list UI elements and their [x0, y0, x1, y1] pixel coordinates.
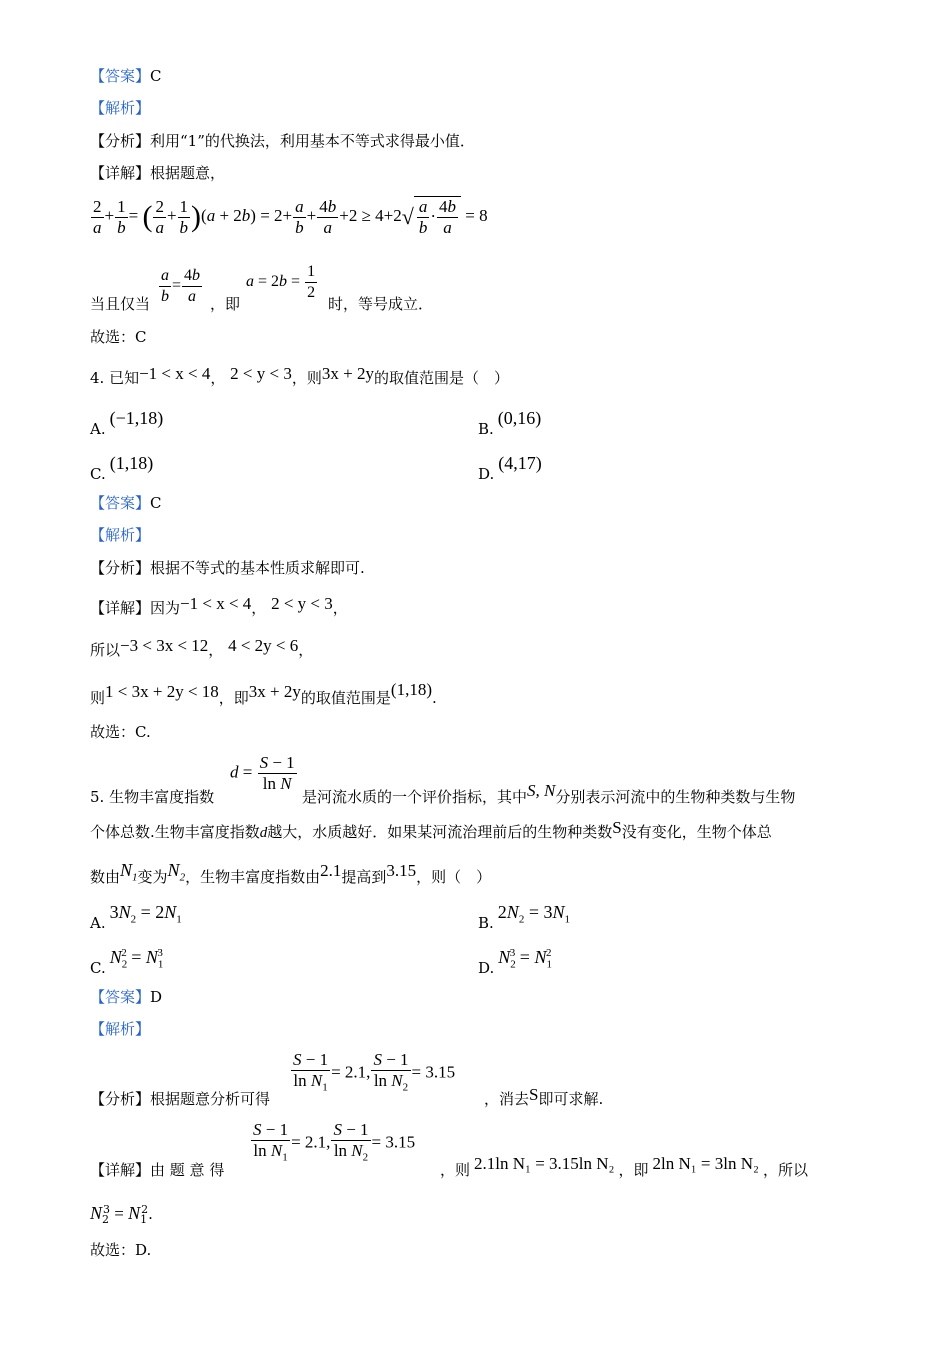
q4-option-b[interactable]: B.(0,16)	[478, 408, 542, 438]
q4-step2: 所以−3 < 3x < 12， 4 < 2y < 6，	[90, 636, 314, 659]
answer-tag: 【答案】	[90, 67, 151, 85]
q5-option-b[interactable]: $B.2N_2 = 3N_1$	[478, 902, 570, 932]
q3-conclusion: 故选：C	[90, 328, 147, 346]
q5-fenxi-line: 【分析】根据题意分析可得	[90, 1090, 271, 1108]
q5-analysis-heading: 【解析】	[90, 1020, 151, 1038]
q5-option-a[interactable]: $A.3N_2 = 2N_1$	[90, 902, 182, 932]
q5-conclusion: 故选：D.	[90, 1241, 152, 1259]
q5-xiangjie-formula: $\frac{S - 1}{\ln N_1}$ = 2.1, $\frac{S - 1}{\ln N_2}$ = 3.15	[253, 1120, 416, 1164]
q3-analysis-heading: 【解析】	[90, 99, 151, 117]
q5-fenxi-suffix: ，消去S即可求解.	[484, 1085, 604, 1108]
q5-final-eq: $N_2^3 = N_1^2$.	[90, 1203, 153, 1226]
q5-fenxi-formula: $\frac{S - 1}{\ln N_1}$ = 2.1, $\frac{S - 1}{\ln N_2}$ = 3.15	[293, 1050, 456, 1094]
q3-fenxi-line: 【分析】利用“1”的代换法，利用基本不等式求得最小值．	[90, 132, 475, 150]
q4-option-a[interactable]: A.(−1,18)	[90, 408, 164, 438]
answer-value: C	[150, 67, 162, 85]
q3-xiangjie-line: 【详解】根据题意，	[90, 164, 226, 182]
q4-answer-line: 【答案】C	[90, 494, 162, 512]
q3-equality-line: 当且仅当	[90, 295, 151, 313]
q4-step3: 则1 < 3x + 2y < 18，即3x + 2y的取值范围是(1,18).	[90, 680, 437, 707]
q4-analysis-heading: 【解析】	[90, 526, 151, 544]
q4-step1: 【详解】因为−1 < x < 4， 2 < y < 3，	[90, 594, 348, 617]
q5-line1-rest: 是河流水质的一个评价指标，其中S, N分别表示河流中的生物种类数与生物	[302, 781, 796, 806]
q4-fenxi-line: 【分析】根据不等式的基本性质求解即可.	[90, 559, 365, 577]
q5-option-d[interactable]: $D.N_2^3 = N_1^2$	[478, 947, 552, 977]
q3-equality-mid: ，即	[210, 295, 241, 313]
q4-option-d[interactable]: D.(4,17)	[478, 453, 542, 483]
q3-main-formula: $\frac{2}{a}$ + $\frac{1}{b}$ = ( $\frac{2}{a}$ + $\frac{1}{b}$ )(a + 2b) = 2+ $\frac{a}{b}$ + $\frac{4b}{a}$ +2 ≥ 4+2√ $\frac{a}{b}$ · $\frac{4b}{a}$ = 8	[93, 196, 488, 237]
q4-option-c[interactable]: C.(1,18)	[90, 453, 154, 483]
q5-xiangjie-label: 【详解】由 题 意 得	[90, 1161, 225, 1179]
q3-equality-ab: a = 2b = $\frac{1}{2}$	[246, 263, 316, 301]
q3-answer-line	[90, 66, 162, 86]
q4-conclusion: 故选：C.	[90, 723, 151, 741]
q5-index-formula: d = $\frac{S - 1}{\text{ln N}}$	[230, 753, 295, 793]
q3-equality-suffix: 时，等号成立．	[328, 295, 434, 313]
q4-stem: 4. 已知−1 < x < 4， 2 < y < 3，则3x + 2y的取值范围是（ ）	[90, 364, 509, 387]
q5-line3: 数由$N_1$变为$N_2$，生物丰富度指数由2.1提高到3.15，则（ ）	[90, 860, 492, 886]
q5-xiangjie-rest: ，则 2.1ln N₁ = 3.15ln N₂ ，即 2ln N₁ = 3ln N₂ ，所以	[440, 1154, 808, 1179]
q5-line2: 个体总数.生物丰富度指数d越大，水质越好．如果某河流治理前后的生物种类数S没有变化，生物个体总	[90, 818, 772, 841]
q5-option-c[interactable]: $C.N_2^2 = N_1^3$	[90, 947, 164, 977]
q5-line1-prefix: 5. 生物丰富度指数	[90, 788, 215, 806]
q5-answer-line: 【答案】D	[90, 988, 163, 1006]
q3-equality-frac: $\frac{a}{b}$ = $\frac{4b}{a}$	[161, 267, 201, 305]
